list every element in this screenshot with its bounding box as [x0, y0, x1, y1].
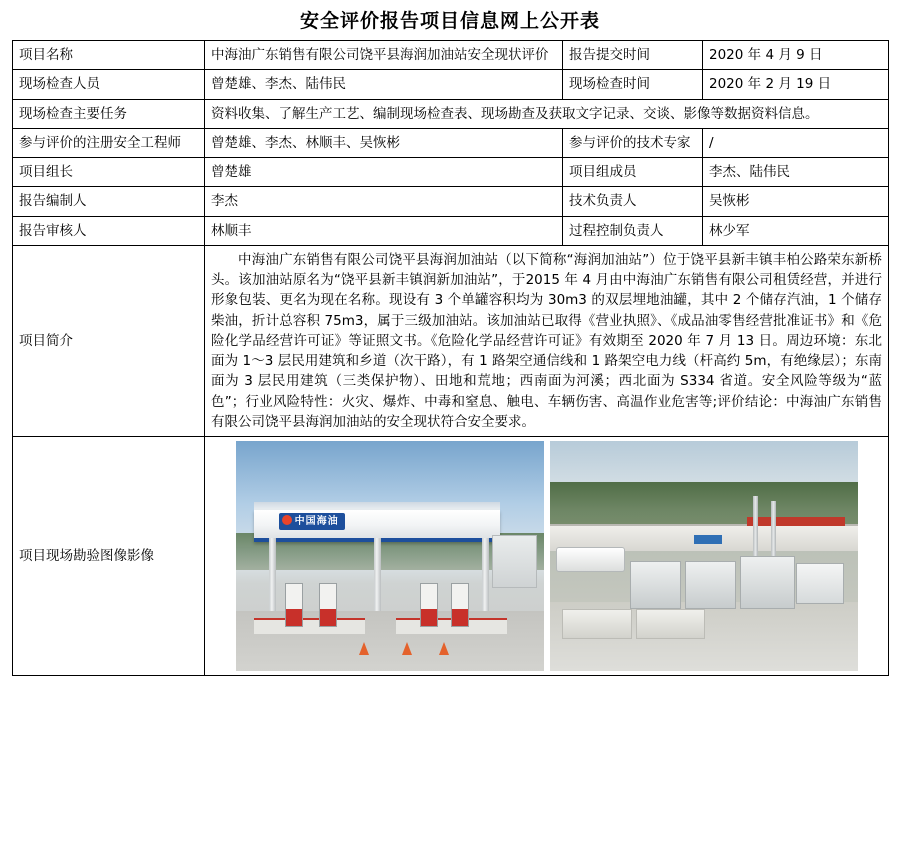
equipment-cabinet [740, 556, 794, 609]
report-writer-label: 报告编制人 [13, 187, 205, 216]
main-tasks-label: 现场检查主要任务 [13, 99, 205, 128]
process-control-label: 过程控制负责人 [563, 216, 703, 245]
team-leader-label: 项目组长 [13, 158, 205, 187]
registered-engineers-label: 参与评价的注册安全工程师 [13, 128, 205, 157]
brand-logo: 中国海油 [279, 513, 345, 530]
project-intro-cell [205, 245, 889, 436]
team-members-label: 项目组成员 [563, 158, 703, 187]
equipment-cabinet [796, 563, 844, 604]
tank-cover-slab [636, 609, 706, 639]
report-reviewer-label: 报告审核人 [13, 216, 205, 245]
inspection-time-value: 2020 年 2 月 19 日 [703, 70, 889, 99]
photo-gallery [211, 441, 882, 671]
traffic-cone [402, 642, 412, 655]
fuel-dispenser [285, 583, 303, 627]
table-row [13, 41, 889, 70]
traffic-cone [439, 642, 449, 655]
equipment-cabinet [630, 561, 681, 609]
fuel-dispenser [420, 583, 438, 627]
project-name-label: 项目名称 [13, 41, 205, 70]
vent-pipe [753, 496, 758, 565]
table-row [13, 128, 889, 157]
report-writer-value: 李杰 [205, 187, 563, 216]
tank-cover-slab [562, 609, 632, 639]
canopy-column [374, 538, 381, 621]
table-row [13, 70, 889, 99]
team-leader-value: 曾楚雄 [205, 158, 563, 187]
site-photos-label: 项目现场勘验图像影像 [13, 437, 205, 676]
station-building [492, 535, 537, 588]
table-row [13, 187, 889, 216]
report-submit-time-value: 2020 年 4 月 9 日 [703, 41, 889, 70]
fuel-dispenser [451, 583, 469, 627]
site-photo-canopy [236, 441, 544, 671]
canopy-column [482, 538, 489, 621]
wall-signboard [694, 535, 722, 544]
inspection-time-label: 现场检查时间 [563, 70, 703, 99]
report-reviewer-value: 林顺丰 [205, 216, 563, 245]
table-row [13, 245, 889, 436]
pump-island [254, 618, 365, 634]
fuel-dispenser [319, 583, 337, 627]
red-band [747, 517, 846, 526]
tech-experts-value: / [703, 128, 889, 157]
registered-engineers-value: 曾楚雄、李杰、林顺丰、吴恢彬 [205, 128, 563, 157]
main-tasks-value: 资料收集、了解生产工艺、编制现场检查表、现场勘查及获取文字记录、交谈、影像等数据资料信息。 [205, 99, 889, 128]
project-intro-text: 中海油广东销售有限公司饶平县海润加油站（以下简称“海润加油站”）位于饶平县新丰镇丰柏公路荣东新桥头。该加油站原名为“饶平县新丰镇润新加油站”，于2015 年 4 月由中海油广东销售有限公司租赁经营，并进行形象包装、更名为现在名称。现设有 3 个单罐容积均为 30m3 的双层埋地油罐，其中 2 个储存汽油，1 个储存柴油，折计总容积 75m3，属于三级加油站。该加油站已取得《营业执照》、《成品油零售经营批准证书》和《危险化学品经营许可证》等证照文书。《危险化学品经营许可证》有效期至 2020 年 7 月 13 日。周边环境：东北面为 1～3 层民用建筑和乡道（次干路），有 1 路架空通信线和 1 路架空电力线（杆高约 5m，有绝缘层）；东南面为 3 层民用建筑（三类保护物）、田地和荒地；西南面为河溪；西北面为 S334 省道。安全风险等级为“蓝色”；行业风险特性：火灾、爆炸、中毒和窒息、触电、车辆伤害、高温作业危害等;评价结论：中海油广东销售有限公司饶平县海润加油站的安全现状符合安全要求。 [211, 251, 882, 430]
page-title: 安全评价报告项目信息网上公开表 [299, 10, 600, 32]
table-row [13, 99, 889, 128]
site-photo-equipment [550, 441, 858, 671]
site-photos-cell [205, 437, 889, 676]
table-row [13, 437, 889, 676]
process-control-value: 林少军 [703, 216, 889, 245]
project-intro-label: 项目简介 [13, 245, 205, 436]
tech-head-value: 吴恢彬 [703, 187, 889, 216]
tech-experts-label: 参与评价的技术专家 [563, 128, 703, 157]
table-row [13, 158, 889, 187]
table-row [13, 216, 889, 245]
equipment-cabinet [685, 561, 736, 609]
project-name-value: 中海油广东销售有限公司饶平县海润加油站安全现状评价 [205, 41, 563, 70]
team-members-value: 李杰、陆伟民 [703, 158, 889, 187]
project-info-table [12, 40, 889, 676]
canopy-column [269, 538, 276, 621]
inspectors-value: 曾楚雄、李杰、陆伟民 [205, 70, 563, 99]
inspectors-label: 现场检查人员 [13, 70, 205, 99]
report-submit-time-label: 报告提交时间 [563, 41, 703, 70]
storage-unit [556, 547, 626, 572]
tech-head-label: 技术负责人 [563, 187, 703, 216]
traffic-cone [359, 642, 369, 655]
